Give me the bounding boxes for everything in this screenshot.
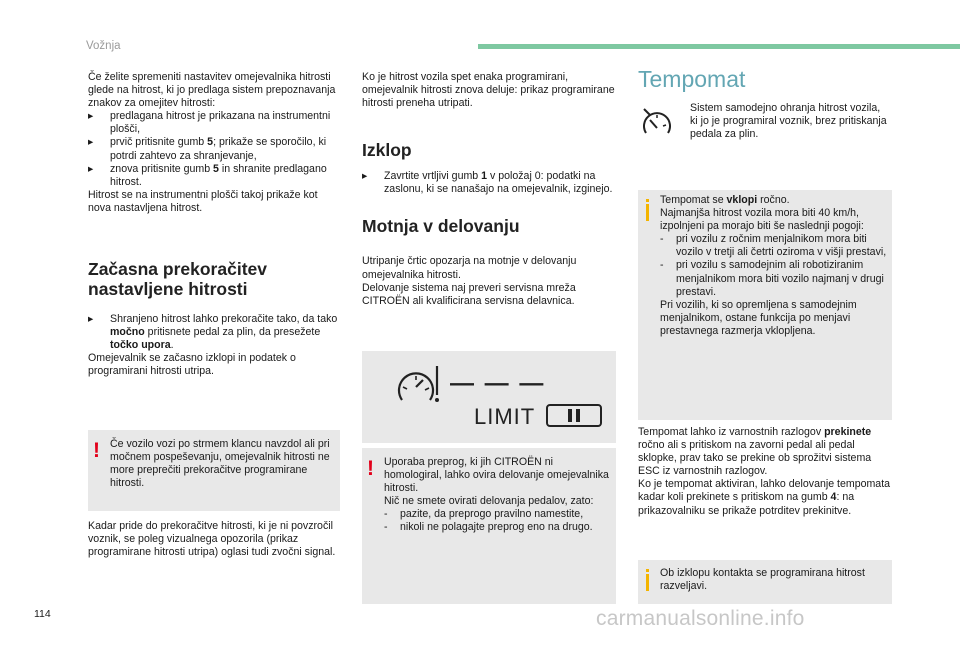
speedometer-icon [640, 108, 674, 140]
info-icon [646, 574, 649, 591]
info-text: Pri vozilih, ki so opremljena s samodejnim menjalnikom, ostane funkcija po menjavi prestavnega razmerja vklopljena. [660, 298, 857, 337]
warning-icon: ! [93, 439, 100, 462]
header-accent-bar [478, 44, 960, 49]
bullet-arrow-icon: ▸ [88, 136, 94, 149]
blink-text: Omejevalnik se začasno izklopi in podatek o programirani hitrosti utripa. [88, 352, 296, 378]
column-1 [88, 71, 340, 379]
list-item: - pazite, da preprogo pravilno namestite, [384, 508, 584, 521]
bullet-arrow-icon: ▸ [88, 110, 94, 123]
info-box [638, 560, 892, 604]
info-icon [646, 204, 649, 221]
warning-box [88, 430, 340, 511]
section-title: Vožnja [86, 40, 121, 52]
list-item: ▸ Zavrtite vrtljivi gumb 1 v položaj 0: podatki na zaslonu, ki se nanašajo na omejevalnik, izginejo. [362, 170, 613, 196]
watermark: carmanualsonline.info [596, 607, 805, 630]
list-item: ▸ prvič pritisnite gumb 5; prikaže se sporočilo, ki potrdi zahtevo za shranjevanje, [88, 136, 327, 162]
list-item: - pri vozilu s samodejnim ali robotiziranim menjalnikom mora biti vozilo najmanj v drugi prestavi. [660, 259, 884, 298]
speedometer-icon [362, 351, 616, 443]
list-item: ▸ znova pritisnite gumb 5 in shranite predlagano hitrost. [88, 162, 327, 188]
info-text: Tempomat se vklopi ročno. [660, 194, 790, 206]
warning-text: Uporaba preprog, ki jih CITROËN ni homologiral, lahko ovira delovanje omejevalnika hitrosti. Nič ne smete ovirati delovanja pedalov, zato: [384, 456, 609, 508]
warning-text: Če vozilo vozi po strmem klancu navzdol ali pri močnem pospeševanju, omejevalnik hitrosti ne more preprečiti prekoračitve programirane hitrosti. [110, 438, 330, 490]
intro-text: Če želite spremeniti nastavitev omejevalnika hitrosti glede na hitrost, ki jo predlaga sistem prepoznavanja znakov za omejitev hitrosti: [88, 71, 336, 110]
list-item: ▸ Shranjeno hitrost lahko prekoračite tako, da tako močno pritisnete pedal za plin, da presežete točko upora. [88, 313, 338, 352]
warning-icon: ! [367, 457, 374, 480]
bullet-arrow-icon: ▸ [88, 162, 94, 175]
column-2 [362, 71, 618, 308]
bullet-arrow-icon: ▸ [88, 313, 94, 326]
pause-section [638, 426, 894, 518]
list-item: - nikoli ne polagajte preprog eno na drugo. [384, 521, 593, 534]
warning-box [362, 448, 616, 604]
steps-list [88, 110, 340, 189]
limiter-display-panel [362, 351, 616, 443]
body-text: Kadar pride do prekoračitve hitrosti, ki je ni povzročil voznik, se poleg vizualnega opozorila (prikaz programirane hitrosti utripa) oglasi tudi zvočni signal. [88, 520, 336, 559]
intro-text: Sistem samodejno ohranja hitrost vozila, ki jo je programiral voznik, brez pritiskanja pedala za plin. [690, 102, 887, 141]
speed-dashes: — — — [450, 370, 546, 397]
body-text: Tempomat lahko iz varnostnih razlogov prekinete ročno ali s pritiskom na zavorni pedal ali pedal sklopke, prav tako se prekine ob sprožitvi sistema ESC iz varnostnih razlogov. [638, 426, 872, 478]
info-text: Ob izklopu kontakta se programirana hitrost razveljavi. [660, 567, 865, 593]
outro-text: Hitrost se na instrumentni plošči takoj prikaže kot nova nastavljena hitrost. [88, 188, 318, 214]
limit-label: LIMIT [474, 404, 536, 429]
page-number: 114 [34, 608, 51, 620]
info-text: Najmanjša hitrost vozila mora biti 40 km/h, izpolnjeni pa morajo biti še naslednji pogoji: [660, 207, 864, 233]
section-heading: Začasna prekoračitev nastavljene hitrosti [88, 259, 267, 300]
list-item: - pri vozilu z ročnim menjalnikom mora biti vozilo v tretji ali četrti oziroma v višji prestavi, [660, 233, 887, 259]
bullet-arrow-icon: ▸ [362, 170, 368, 183]
info-box [638, 190, 892, 420]
page-title: Tempomat [638, 66, 746, 92]
body-text: Ko je tempomat aktiviran, lahko delovanje tempomata kadar koli prekinete s pritiskom na gumb 4: na prikazovalniku se prikaže potrditev prekinitve. [638, 478, 891, 517]
list-item: ▸ predlagana hitrost je prikazana na instrumentni plošči, [88, 110, 331, 136]
section-heading: Izklop [362, 140, 412, 161]
body-text: Utripanje črtic opozarja na motnje v delovanju omejevalnika hitrosti. Delovanje sistema naj preveri servisna mreža CITROËN ali kvalificirana servisna delavnica. [362, 255, 577, 307]
body-text: Ko je hitrost vozila spet enaka programirani, omejevalnik hitrosti znova deluje: prikaz programirane hitrosti preneha utripati. [362, 71, 615, 110]
section-heading: Motnja v delovanju [362, 216, 520, 237]
